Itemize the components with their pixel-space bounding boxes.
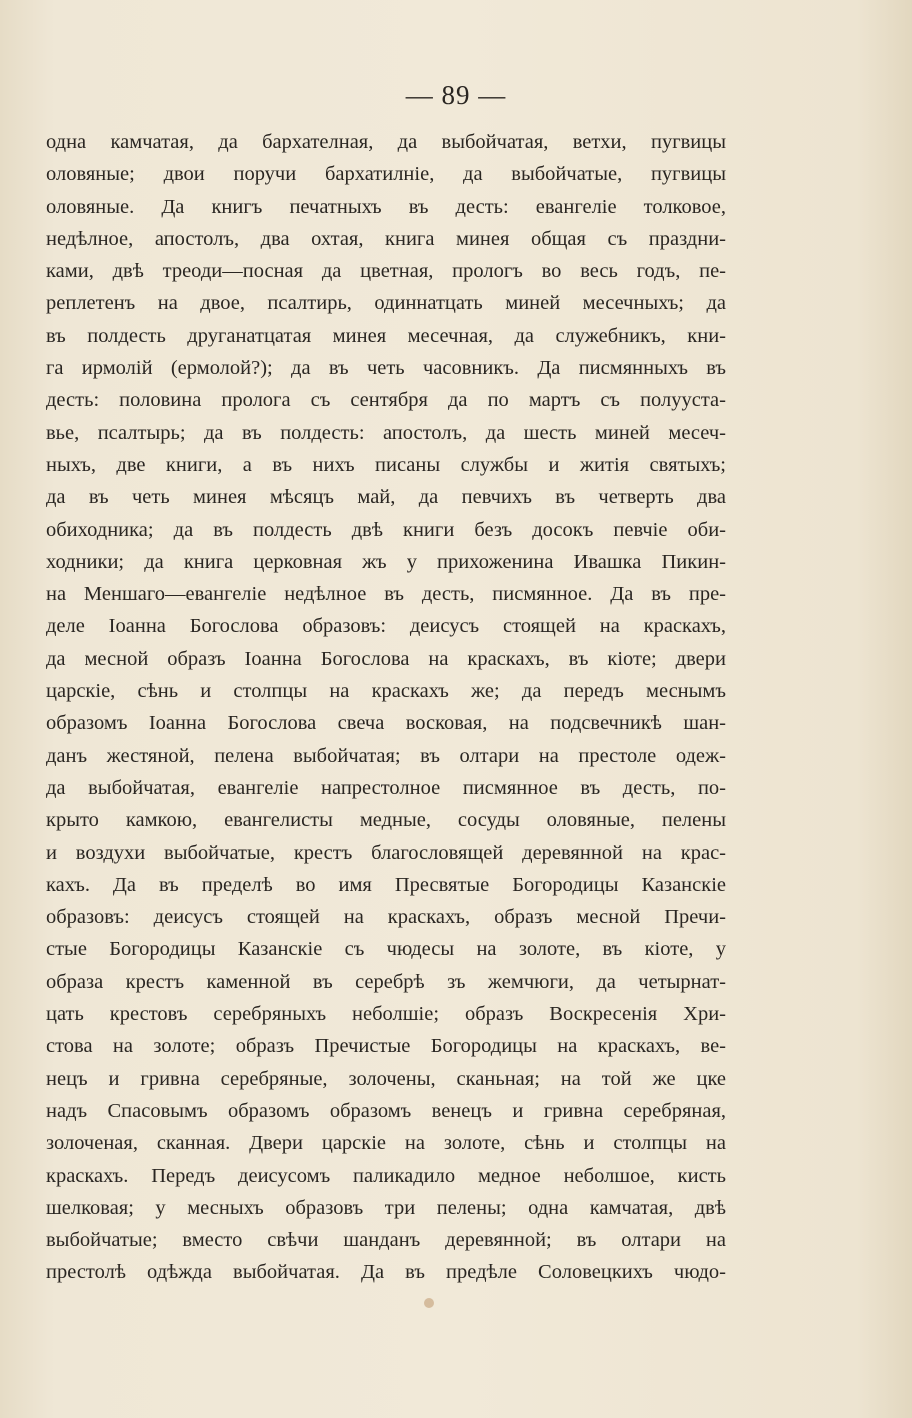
page-number: — 89 — <box>405 80 507 110</box>
text-line: крыто камкою, евангелисты медные, сосуды оловяные, пелены <box>46 809 726 832</box>
text-line: вье, псалтырь; да въ полдесть: апостолъ, да шесть миней месеч- <box>46 421 726 444</box>
text-line: да выбойчатая, евангеліе напрестолное писмянное въ десть, по- <box>46 776 726 799</box>
text-line: недѣлное, апостолъ, два охтая, книга минея общая съ праздни- <box>46 227 726 250</box>
text-line: стые Богородицы Казанскіе съ чюдесы на золоте, въ кіоте, у <box>46 938 726 961</box>
text-line: шелковая; у месныхъ образовъ три пелены; одна камчатая, двѣ <box>46 1196 726 1219</box>
text-line: реплетенъ на двое, псалтирь, одиннатцать миней месечныхъ; да <box>46 292 726 315</box>
text-line: престолѣ одѣжда выбойчатая. Да въ предѣле Соловецкихъ чюдо- <box>46 1261 726 1284</box>
text-line: образа крестъ каменной въ серебрѣ зъ жемчюги, да четырнат- <box>46 970 726 993</box>
paper-stain <box>424 1298 434 1308</box>
text-line: да месной образъ Іоанна Богослова на краскахъ, въ кіоте; двери <box>46 647 726 670</box>
text-line: одна камчатая, да бархателная, да выбойчатая, ветхи, пугвицы <box>46 131 726 153</box>
text-line: золоченая, сканная. Двери царскіе на золоте, сѣнь и столпцы на <box>46 1132 726 1155</box>
text-line: царскіе, сѣнь и столпцы на краскахъ же; да передъ меснымъ <box>46 680 726 703</box>
body-text <box>46 126 726 1289</box>
text-line: обиходника; да въ полдесть двѣ книги безъ досокъ певчіе оби- <box>46 518 726 541</box>
text-line: да въ четь минея мѣсяцъ май, да певчихъ въ четверть два <box>46 486 726 509</box>
text-line: оловяные. Да книгъ печатныхъ въ десть: евангеліе толковое, <box>46 195 726 218</box>
text-line: краскахъ. Передъ деисусомъ паликадило медное неболшое, кисть <box>46 1164 726 1187</box>
text-line: цать крестовъ серебряныхъ неболшіе; образъ Воскресенія Хри- <box>46 1003 726 1026</box>
text-line: въ полдесть друганатцатая минея месечная, да служебникъ, кни- <box>46 324 726 347</box>
text-line: и воздухи выбойчатые, крестъ благословящей деревянной на крас- <box>46 841 726 864</box>
text-line: оловяные; двои поручи бархатилніе, да выбойчатые, пугвицы <box>46 163 726 186</box>
text-line: нецъ и гривна серебряные, золочены, сканьная; на той же цке <box>46 1067 726 1090</box>
text-line: выбойчатые; вместо свѣчи шанданъ деревянной; въ олтари на <box>46 1229 726 1252</box>
text-line: ками, двѣ треоди—посная да цветная, прологъ во весь годъ, пе- <box>46 260 726 283</box>
text-line: данъ жестяной, пелена выбойчатая; въ олтари на престоле одеж- <box>46 744 726 767</box>
text-line: надъ Спасовымъ образомъ образомъ венецъ и гривна серебряная, <box>46 1099 726 1122</box>
text-line: ныхъ, две книги, а въ нихъ писаны службы и житія святыхъ; <box>46 453 726 476</box>
text-line: ходники; да книга церковная жъ у прихоженина Ивашка Пикин- <box>46 550 726 573</box>
text-line: десть: половина пролога съ сентября да по мартъ съ полууста- <box>46 389 726 412</box>
text-line: деле Іоанна Богослова образовъ: деисусъ стоящей на краскахъ, <box>46 615 726 638</box>
text-line: образовъ: деисусъ стоящей на краскахъ, образъ месной Пречи- <box>46 906 726 929</box>
text-line: образомъ Іоанна Богослова свеча восковая, на подсвечникѣ шан- <box>46 712 726 735</box>
text-line: на Меншаго—евангеліе недѣлное въ десть, писмянное. Да въ пре- <box>46 583 726 606</box>
text-line: стова на золоте; образъ Пречистые Богородицы на краскахъ, ве- <box>46 1035 726 1058</box>
text-line: кахъ. Да въ пределѣ во имя Пресвятые Богородицы Казанскіе <box>46 873 726 896</box>
text-line: га ирмолій (ермолой?); да въ четь часовникъ. Да писмянныхъ въ <box>46 357 726 380</box>
